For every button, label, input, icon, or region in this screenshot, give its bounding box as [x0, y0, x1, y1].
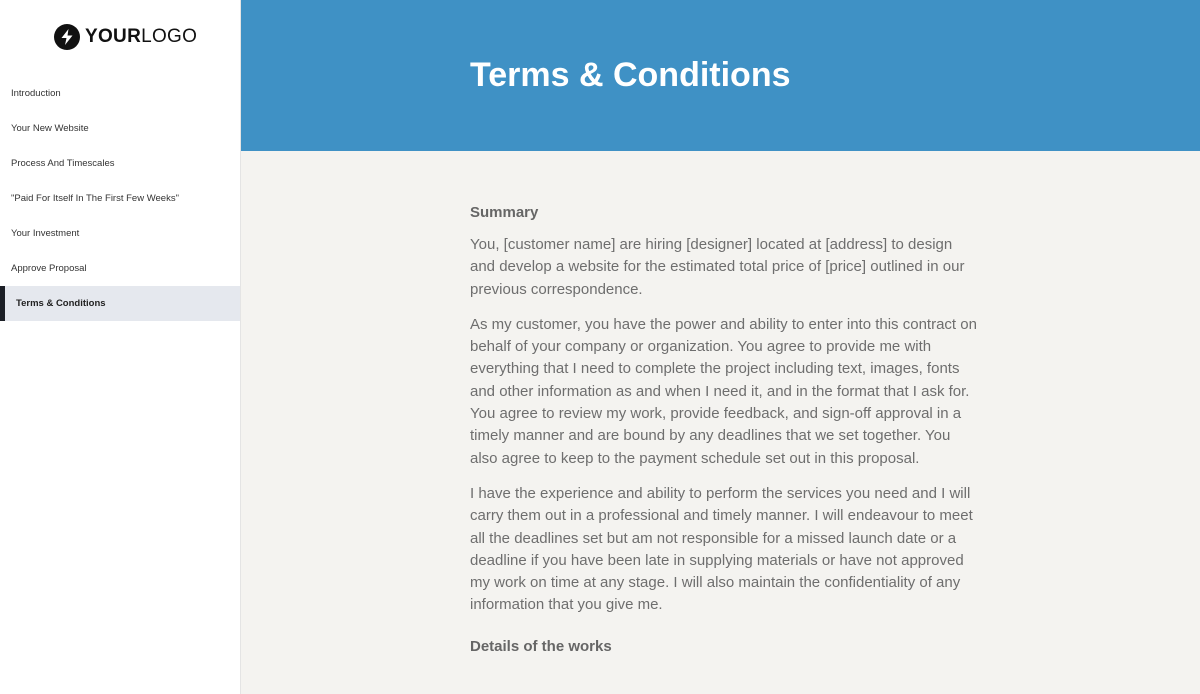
sidebar-item-terms-and-conditions[interactable]: Terms & Conditions: [0, 286, 240, 321]
sidebar-item-your-new-website[interactable]: Your New Website: [11, 123, 89, 134]
sidebar: [0, 0, 241, 694]
paragraph-designer-obligations: I have the experience and ability to perform the services you need and I will carry them out in a professional and timely manner. I will endeavour to meet all the deadlines set but am not responsible for a missed launch date or a deadline if you have been late in supplying materials or have not approved my work on time at any stage. I will also maintain the confidentiality of any information that you give me.: [470, 484, 973, 614]
logo-text: [85, 24, 197, 50]
sidebar-nav: [0, 76, 240, 321]
page-title: Terms & Conditions: [470, 56, 791, 94]
sidebar-item-process-and-timescales[interactable]: Process And Timescales: [11, 158, 115, 169]
sidebar-item-your-investment[interactable]: Your Investment: [11, 228, 80, 239]
sidebar-item-approve-proposal[interactable]: Approve Proposal: [11, 263, 87, 274]
sidebar-item-paid-for-itself[interactable]: "Paid For Itself In The First Few Weeks": [11, 193, 179, 204]
details-heading: Details of the works: [470, 637, 612, 655]
sidebar-item-introduction[interactable]: Introduction: [11, 88, 61, 99]
page-header: [241, 0, 1200, 151]
main-content: [470, 196, 980, 664]
logo[interactable]: [54, 24, 197, 50]
summary-heading: Summary: [470, 204, 539, 221]
logo-text-bold: YOUR: [85, 26, 142, 47]
logo-text-light: LOGO: [141, 26, 198, 47]
lightning-bolt-icon: [54, 24, 80, 50]
paragraph-customer-obligations: As my customer, you have the power and ability to enter into this contract on behalf of your company or organization. You agree to provide me with everything that I need to complete the project including text, images, fonts and other information as and when I need it, and in the format that I ask for. You agree to review my work, provide feedback, and sign-off approval in a timely manner and are bound by any deadlines that we set together. You also agree to keep to the payment schedule set out in this proposal.: [470, 315, 977, 467]
paragraph-hiring: You, [customer name] are hiring [designer] located at [address] to design and develop a website for the estimated total price of [price] outlined in our previous correspondence.: [470, 236, 965, 298]
